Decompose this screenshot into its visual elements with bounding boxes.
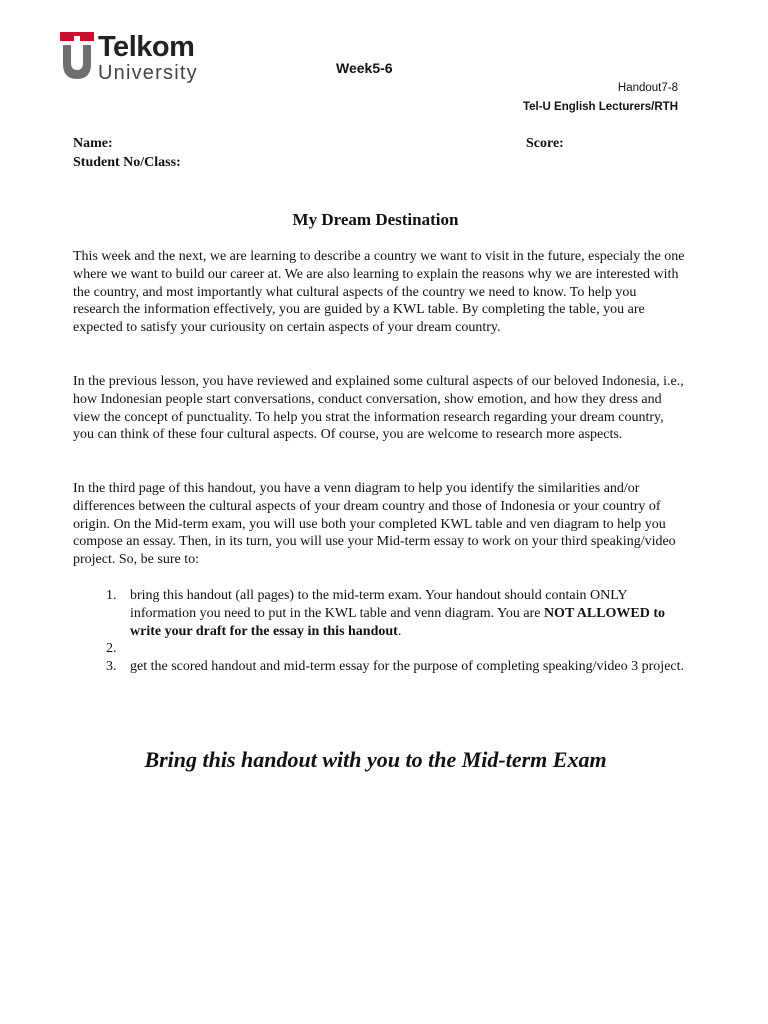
brand-subtitle: University — [98, 62, 198, 84]
list-item — [100, 587, 690, 640]
list-item-text: bring this handout (all pages) to the mid-term exam. Your handout should contain ONLY information you need to put in the KWL table and venn diagram. You are — [130, 588, 627, 621]
student-field-label: Student No/Class: — [73, 155, 181, 170]
paragraph-venn-diagram: In the third page of this handout, you have a venn diagram to help you identify the similarities and/or differences between the cultural aspects of your dream country and those of Indonesia or your country of origin. On the Mid-term exam, you will use both your completed KWL table and ven diagram to help you compose an essay. Then, in its turn, you will use your Mid-term essay to work on your third speaking/video project. So, be sure to: — [73, 481, 676, 568]
list-number: 3. — [106, 659, 117, 675]
list-item — [100, 640, 690, 658]
list-number: 1. — [106, 588, 117, 603]
list-item — [100, 658, 690, 676]
paragraph-previous-lesson: In the previous lesson, you have reviewed and explained some cultural aspects of our beloved Indonesia, i.e., how Indonesian people start conversations, conduct conversation, show emotion, and how they dress and view the concept of punctuality. To help you strat the information research regarding your dream country, you can think of these four cultural aspects. Of course, you are welcome to research more aspects. — [73, 374, 684, 443]
list-item-bold-text: NOT ALLOWED to write your draft for the essay in this handout — [130, 605, 666, 639]
list-number: 2. — [106, 641, 117, 657]
closing-reminder: Bring this handout with you to the Mid-term Exam — [144, 747, 607, 772]
document-title: My Dream Destination — [292, 210, 459, 229]
telkom-university-logo — [58, 30, 218, 86]
telkom-logo-icon — [58, 30, 96, 86]
lecturers-label: Tel-U English Lecturers/RTH — [522, 101, 678, 113]
week-label: Week5-6 — [336, 60, 393, 76]
handout-number: Handout7-8 — [617, 82, 678, 94]
paragraph-intro: This week and the next, we are learning to describe a country we want to visit in the future, especialy the one where we want to build our career at. We are also learning to explain the reasons why we are interested with the country, and most importantly what cultural aspects of the country we need to know. To help you research the information effectively, you are guided by a KWL table. By completing the table, you are expected to satisfy your curiousity on certain aspects of your dream country. — [73, 249, 685, 336]
score-field-label: Score: — [526, 136, 564, 151]
list-item-text-end: . — [397, 623, 402, 639]
instruction-list — [100, 587, 690, 676]
brand-name: Telkom — [98, 31, 195, 63]
list-item-text: get the scored handout and mid-term essay for the purpose of completing speaking/video 3 project. — [130, 659, 685, 675]
name-field-label: Name: — [73, 136, 113, 151]
